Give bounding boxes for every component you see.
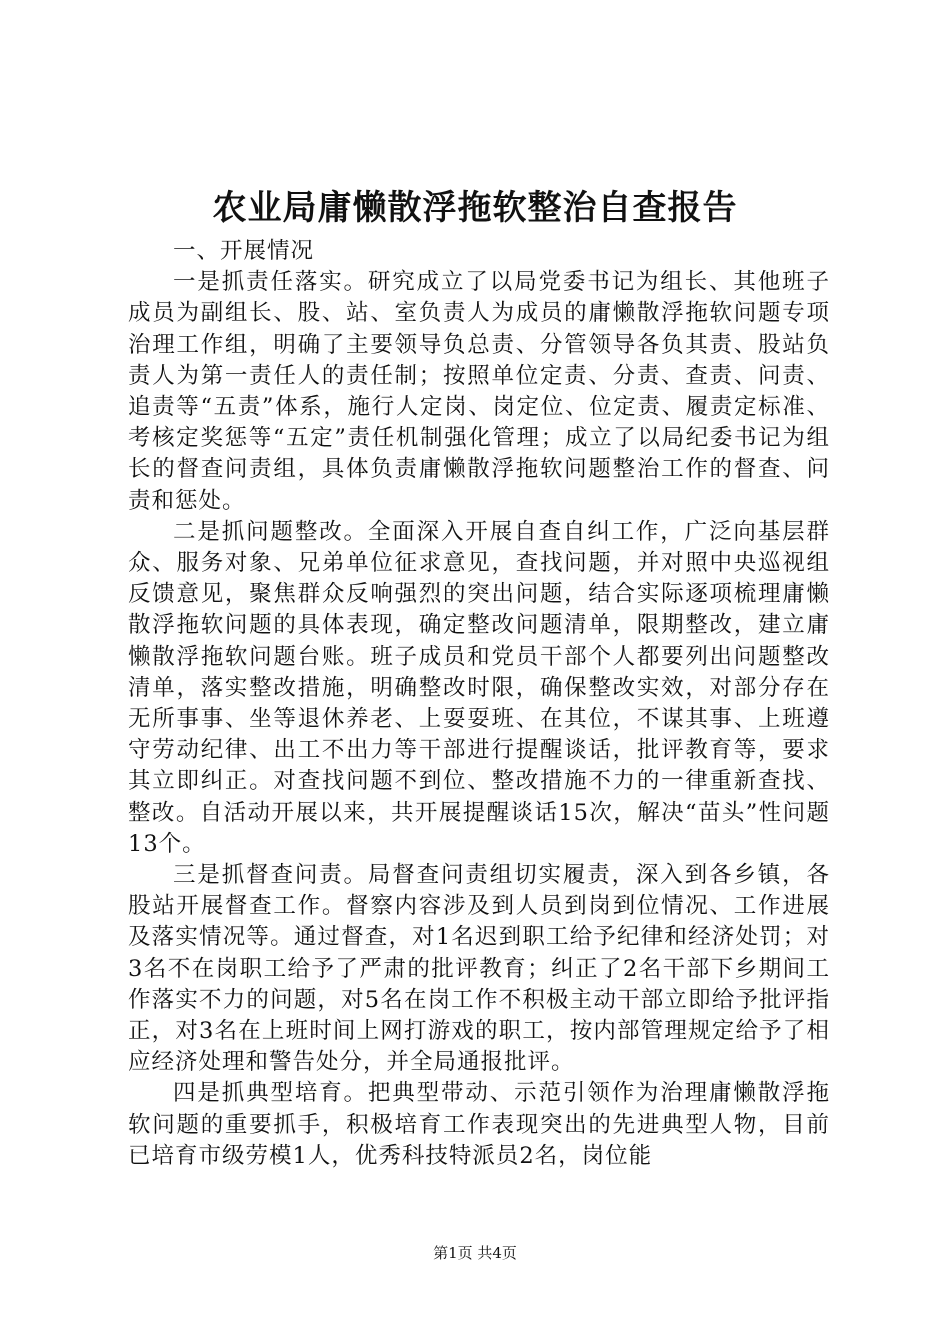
page-number: 第1页 共4页 xyxy=(433,1244,517,1262)
paragraph-responsibility: 一是抓责任落实。研究成立了以局党委书记为组长、其他班子成员为副组长、股、站、室负责人为成员的庸懒散浮拖软问题专项治理工作组，明确了主要领导负总责、分管领导各负其责、股站负责人为第一责任人的责任制；按照单位定责、分责、查责、问责、追责等“五责”体系，施行人定岗、岗定位、位定责、履责定标准、考核定奖惩等“五定”责任机制强化管理；成立了以局纪委书记为组长的督查问责组，具体负责庸懒散浮拖软问题整治工作的督查、问责和惩处。 xyxy=(128,269,830,514)
section-heading: 一、开展情况 xyxy=(173,238,315,264)
paragraph-supervision: 三是抓督查问责。局督查问责组切实履责，深入到各乡镇，各股站开展督查工作。督察内容涉及到人员到岗到位情况、工作进展及落实情况等。通过督查，对1名迟到职工给予纪律和经济处罚；对3名不在岗职工给予了严肃的批评教育；纠正了2名干部下乡期间工作落实不力的问题，对5名在岗工作不积极主动干部立即给予批评指正，对3名在上班时间上网打游戏的职工，按内部管理规定给予了相应经济处理和警告处分，并全局通报批评。 xyxy=(128,862,830,1076)
paragraph-rectification: 二是抓问题整改。全面深入开展自查自纠工作，广泛向基层群众、服务对象、兄弟单位征求意见，查找问题，并对照中央巡视组反馈意见，聚焦群众反响强烈的突出问题，结合实际逐项梳理庸懒散浮拖软问题的具体表现，确定整改问题清单，限期整改，建立庸懒散浮拖软问题台账。班子成员和党员干部个人都要列出问题整改清单，落实整改措施，明确整改时限，确保整改实效，对部分存在无所事事、坐等退休养老、上耍耍班、在其位，不谋其事、上班遵守劳动纪律、出工不出力等干部进行提醒谈话，批评教育等，要求其立即纠正。对查找问题不到位、整改措施不力的一律重新查找、整改。自活动开展以来，共开展提醒谈话15次，解决“苗头”性问题13个。 xyxy=(128,518,830,857)
document-body xyxy=(128,236,830,1172)
document-title: 农业局庸懒散浮拖软整治自查报告 xyxy=(212,188,738,228)
paragraph-role-models: 四是抓典型培育。把典型带动、示范引领作为治理庸懒散浮拖软问题的重要抓手，积极培育工作表现突出的先进典型人物，目前已培育市级劳模1人，优秀科技特派员2名，岗位能 xyxy=(128,1080,830,1169)
